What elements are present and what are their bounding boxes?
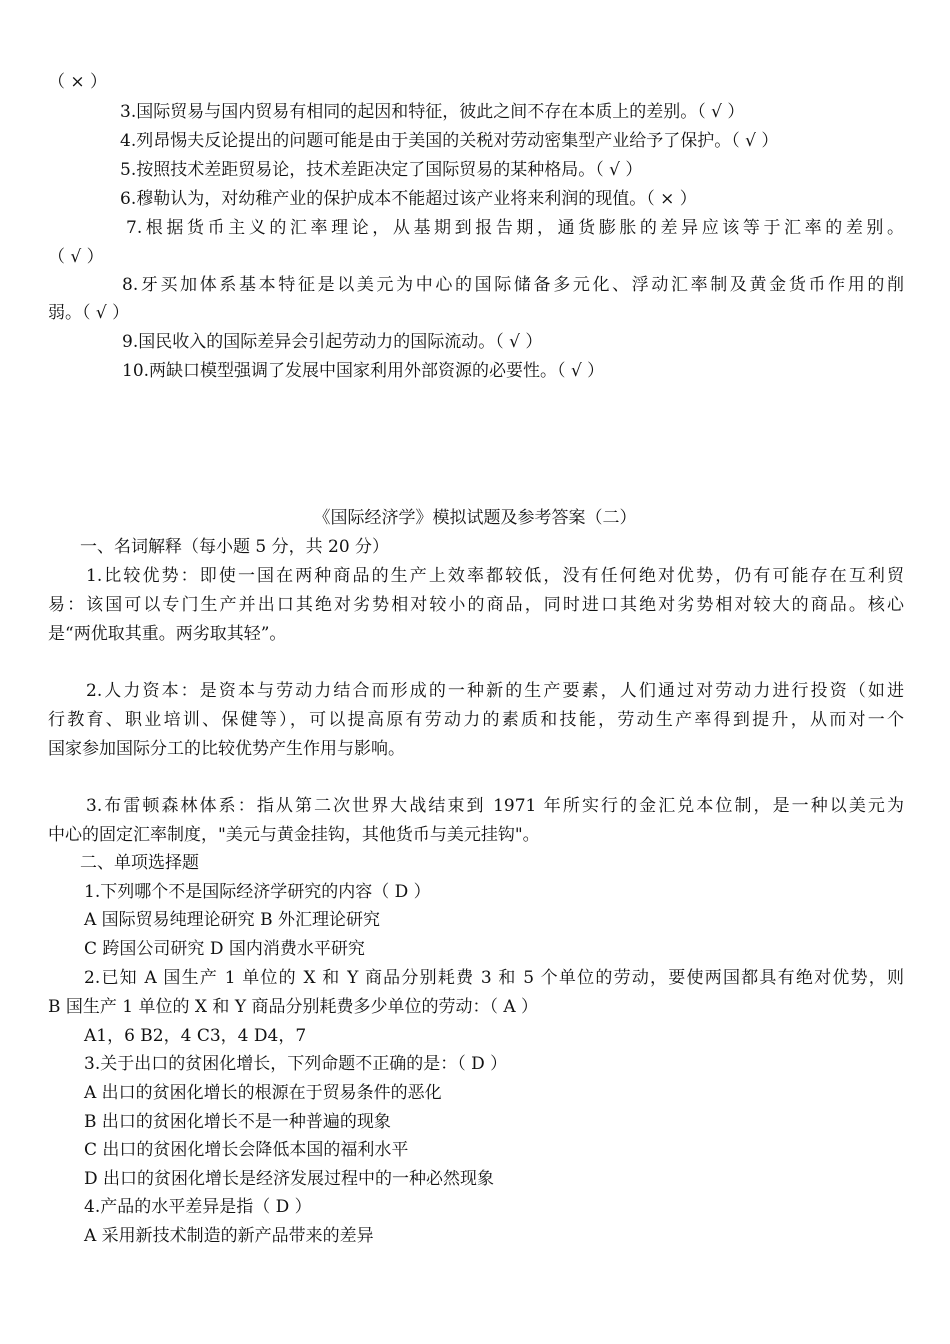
judgment-q10: 10.两缺口模型强调了发展中国家利用外部资源的必要性。（ √ ） (122, 361, 605, 381)
judgment-q7-line2: （ √ ） (48, 247, 104, 267)
mc1-options-row2: C 跨国公司研究 D 国内消费水平研究 (84, 939, 365, 959)
judgment-q6: 6.穆勒认为，对幼稚产业的保护成本不能超过该产业将来利润的现值。（ × ） (120, 189, 697, 209)
section1-heading: 一、名词解释（每小题 5 分，共 20 分） (80, 537, 390, 557)
term2-line3: 国家参加国际分工的比较优势产生作用与影响。 (48, 739, 405, 759)
mc4-question: 4.产品的水平差异是指（ D ） (84, 1197, 312, 1217)
term3-line2: 中心的固定汇率制度，"美元与黄金挂钩，其他货币与美元挂钩"。 (48, 825, 540, 845)
judgment-q8-line1: 8.牙买加体系基本特征是以美元为中心的国际储备多元化、浮动汇率制及黄金货币作用的削 (122, 275, 904, 295)
judgment-q8-line2: 弱。（ √ ） (48, 303, 130, 323)
term3-line1: 3.布雷顿森林体系：指从第二次世界大战结束到 1971 年所实行的金汇兑本位制，是一种以美元为 (86, 796, 904, 816)
judgment-q3: 3.国际贸易与国内贸易有相同的起因和特征，彼此之间不存在本质上的差别。（ √ ） (120, 102, 745, 122)
term1-line1: 1.比较优势：即使一国在两种商品的生产上效率都较低，没有任何绝对优势，仍有可能存在互利贸 (86, 566, 904, 586)
exam-title: 《国际经济学》模拟试题及参考答案（二） (313, 508, 637, 528)
mc3-question: 3.关于出口的贫困化增长，下列命题不正确的是：（ D ） (84, 1054, 508, 1074)
mc3-option-c: C 出口的贫困化增长会降低本国的福利水平 (84, 1140, 409, 1160)
mc2-line2: B 国生产 1 单位的 X 和 Y 商品分别耗费多少单位的劳动：（ A ） (48, 997, 539, 1017)
mc2-options: A1，6 B2，4 C3，4 D4，7 (84, 1026, 307, 1046)
mc3-option-d: D 出口的贫困化增长是经济发展过程中的一种必然现象 (84, 1169, 495, 1189)
term1-line3: 是“两优取其重。两劣取其轻”。 (48, 624, 287, 644)
term1-line2: 易：该国可以专门生产并出口其绝对劣势相对较小的商品，同时进口其绝对劣势相对较大的商品。核心 (48, 595, 904, 615)
mc3-option-a: A 出口的贫困化增长的根源在于贸易条件的恶化 (84, 1083, 442, 1103)
mc1-options-row1: A 国际贸易纯理论研究 B 外汇理论研究 (84, 910, 380, 930)
judgment-q2-answer: （ × ） (48, 72, 108, 92)
mc4-option-a: A 采用新技术制造的新产品带来的差异 (84, 1226, 374, 1246)
term2-line1: 2.人力资本：是资本与劳动力结合而形成的一种新的生产要素，人们通过对劳动力进行投资（如进 (86, 681, 904, 701)
mc1-question: 1.下列哪个不是国际经济学研究的内容（ D ） (84, 882, 431, 902)
judgment-q4: 4.列昂惕夫反论提出的问题可能是由于美国的关税对劳动密集型产业给予了保护。（ √ ） (120, 131, 779, 151)
judgment-q5: 5.按照技术差距贸易论，技术差距决定了国际贸易的某种格局。（ √ ） (120, 160, 643, 180)
judgment-q9: 9.国民收入的国际差异会引起劳动力的国际流动。（ √ ） (122, 332, 543, 352)
judgment-q7-line1: 7.根据货币主义的汇率理论，从基期到报告期，通货膨胀的差异应该等于汇率的差别。 (126, 218, 904, 238)
section2-heading: 二、单项选择题 (80, 853, 199, 873)
term2-line2: 行教育、职业培训、保健等），可以提高原有劳动力的素质和技能，劳动生产率得到提升，从而对一个 (48, 710, 904, 730)
mc3-option-b: B 出口的贫困化增长不是一种普遍的现象 (84, 1112, 391, 1132)
mc2-line1: 2.已知 A 国生产 1 单位的 X 和 Y 商品分别耗费 3 和 5 个单位的劳动，要使两国都具有绝对优势，则 (84, 968, 904, 988)
